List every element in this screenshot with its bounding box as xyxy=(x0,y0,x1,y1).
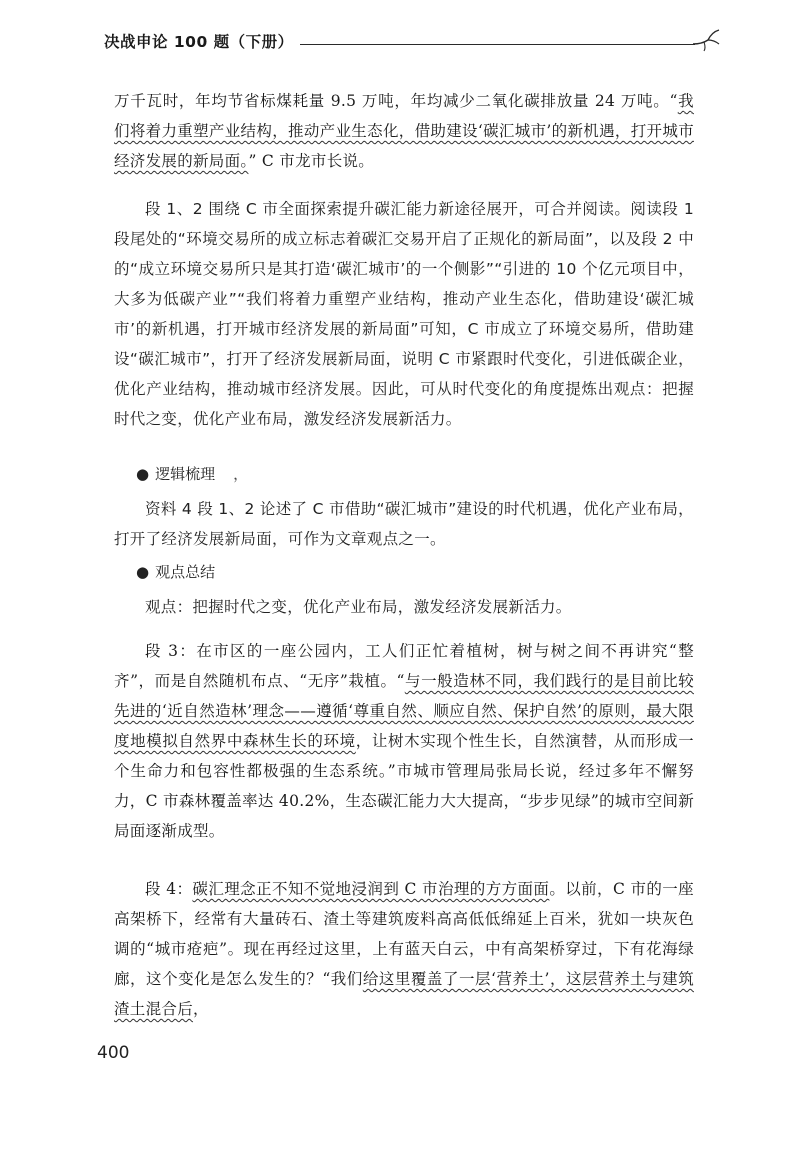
leaf-ornament-icon xyxy=(692,28,722,52)
section-heading-logic xyxy=(136,462,248,486)
bullet-icon: ● xyxy=(136,563,150,581)
bullet-icon: ● xyxy=(136,465,150,483)
stray-mark: ， xyxy=(233,465,249,483)
text-run: ， xyxy=(193,1000,209,1018)
running-header xyxy=(104,26,724,56)
book-title: 决战申论 100 题（下册） xyxy=(104,33,294,51)
page-number: 400 xyxy=(97,1043,130,1063)
text-run: 段 4： xyxy=(145,880,193,898)
heading-label: 逻辑梳理 xyxy=(155,465,216,483)
text-run: 段 3：在市区的一座公园内，工人们正忙着植树，树与树之间不再讲究“整齐”，而是自然随机布点、“无序”栽植。“ xyxy=(114,642,694,690)
paragraph-section-3 xyxy=(114,636,694,846)
header-rule xyxy=(300,44,695,45)
text-run: 。以前，C 市的一座高架桥下，经常有大量砖石、渣土等建筑废料高高低低绵延上百米，犹如一块灰色调的“城市疮疤”。现在再经过这里，上有蓝天白云，中有高架桥穿过，下有花海绿廊，这个变化是怎么发生的？“我们 xyxy=(114,880,694,988)
paragraph-viewpoint: 观点：把握时代之变，优化产业布局，激发经济发展新活力。 xyxy=(145,598,572,616)
paragraph-analysis: 段 1、2 围绕 C 市全面探索提升碳汇能力新途径展开，可合并阅读。阅读段 1 段尾处的“环境交易所的成立标志着碳汇交易开启了正规化的新局面”，以及段 2 中的“成立环境交易所只是其打造‘碳汇城市’的一个侧影”“引进的 10 个亿元项目中，大多为低碳产业”“我们将着力重塑产业结构，推动产业生态化，借助建设‘碳汇城市’的新机遇，打开城市经济发展的新局面”可知，C 市成立了环境交易所，借助建设“碳汇城市”，打开了经济发展新局面，说明 C 市紧跟时代变化，引进低碳企业，优化产业结构，推动城市经济发展。因此，可从时代变化的角度提炼出观点：把握时代之变，优化产业布局，激发经济发展新活力。 xyxy=(114,200,694,428)
heading-label: 观点总结 xyxy=(155,563,216,581)
underlined-quote: 与一般造林不同，我们践行的是目前比较先进的‘近自然造林’理念——遵循‘尊重自然、顺应自然、保护自然’的原则，最大限度地模拟自然界中森林生长的环境 xyxy=(114,672,694,750)
underlined-quote: 给这里覆盖了一层‘营养土’，这层营养土与建筑渣土混合后 xyxy=(114,970,694,1018)
underlined-quote: 我们将着力重塑产业结构，推动产业生态化，借助建设‘碳汇城市’的新机遇，打开城市经济发展的新局面。 xyxy=(114,92,694,170)
text-run: ，让树木实现个性生长，自然演替，从而形成一个生命力和包容性都极强的生态系统。”市城市管理局张局长说，经过多年不懈努力，C 市森林覆盖率达 40.2%，生态碳汇能力大大提高，“步步见绿”的城市空间新局面逐渐成型。 xyxy=(114,732,694,840)
underlined-sentence: 碳汇理念正不知不觉地浸润到 C 市治理的方方面面 xyxy=(192,880,550,898)
paragraph-section-4 xyxy=(114,874,694,1024)
paragraph-logic: 资料 4 段 1、2 论述了 C 市借助“碳汇城市”建设的时代机遇，优化产业布局，打开了经济发展新局面，可作为文章观点之一。 xyxy=(114,500,694,548)
text-run: ” C 市龙市长说。 xyxy=(248,152,375,170)
paragraph-quote-continuation xyxy=(114,86,694,176)
section-heading-summary xyxy=(136,560,215,584)
text-run: 万千瓦时，年均节省标煤耗量 9.5 万吨，年均减少二氧化碳排放量 24 万吨。“ xyxy=(114,92,678,110)
